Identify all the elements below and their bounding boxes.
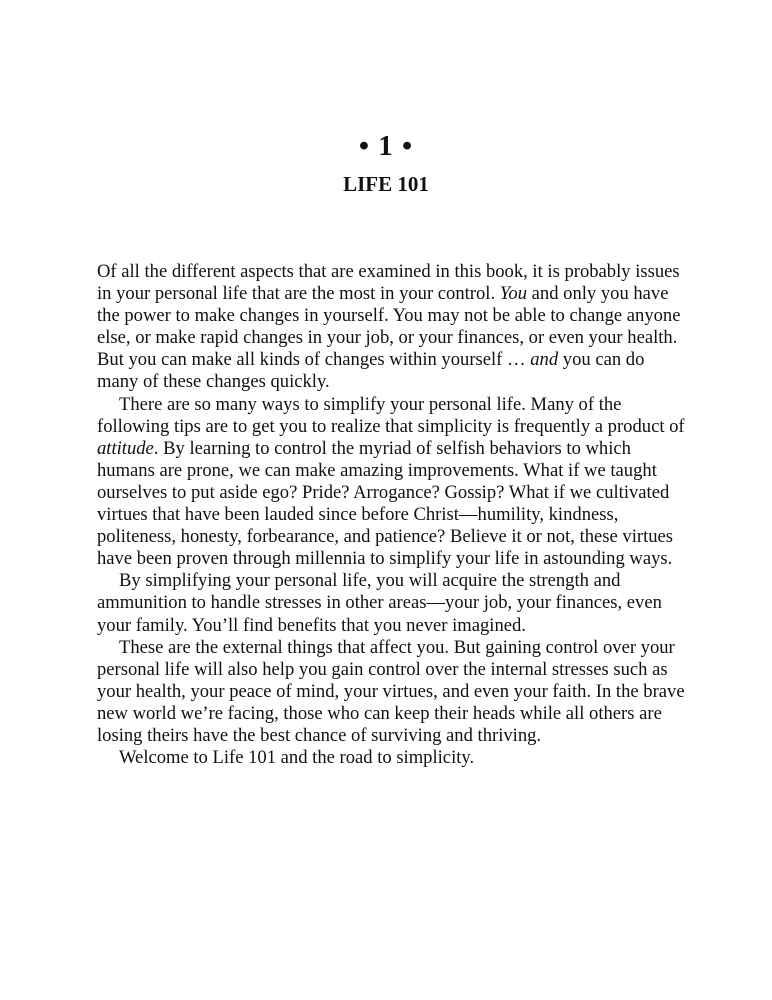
paragraph-1-text-1: Of all the different aspects that are examined in this book, it is probably issues in your personal life that are the most in your control. bbox=[97, 261, 680, 305]
paragraph-2-italic-attitude: attitude bbox=[97, 437, 154, 459]
paragraph-5 bbox=[97, 747, 687, 769]
paragraph-1 bbox=[97, 261, 687, 394]
paragraph-5-text: Welcome to Life 101 and the road to simplicity. bbox=[119, 747, 475, 769]
paragraph-2-text-1: There are so many ways to simplify your personal life. Many of the following tips are to get you to realize that simplicity is frequently a product of bbox=[97, 393, 685, 437]
paragraph-3 bbox=[97, 570, 687, 636]
paragraph-4 bbox=[97, 637, 687, 747]
paragraph-2-text-2: . By learning to control the myriad of selfish behaviors to which humans are prone, we can make amazing improvements. What if we taught ourselves to put aside ego? Pride? Arrogance? Gossip? What if we cultivated virtues that have been lauded since before Christ—humility, kindness, politeness, honesty, forbearance, and patience? Believe it or not, these virtues have been proven through millennia to simplify your life in astounding ways. bbox=[97, 437, 674, 570]
chapter-number: • 1 • bbox=[358, 130, 414, 162]
paragraph-1-text-3: you can do many of these changes quickly. bbox=[97, 349, 645, 393]
paragraph-1-text-2: and only you have the power to make changes in yourself. You may not be able to change anyone else, or make rapid changes in your job, or your finances, or even your health. But you can make all kinds of changes within yourself … bbox=[97, 283, 681, 371]
paragraph-1-italic-and: and bbox=[530, 349, 559, 371]
chapter-body bbox=[97, 261, 687, 769]
paragraph-4-text: These are the external things that affect you. But gaining control over your personal life will also help you gain control over the internal stresses such as your health, your peace of mind, your virtues, and even your faith. In the brave new world we’re facing, those who can keep their heads while all others are losing theirs have the best chance of surviving and thriving. bbox=[97, 636, 685, 746]
paragraph-1-italic-you: You bbox=[499, 283, 527, 305]
paragraph-2 bbox=[97, 394, 687, 571]
paragraph-3-text: By simplifying your personal life, you will acquire the strength and ammunition to handle stresses in other areas—your job, your finances, even your family. You’ll find benefits that you never imagined. bbox=[97, 570, 662, 636]
chapter-heading bbox=[0, 128, 772, 198]
chapter-title: LIFE 101 bbox=[343, 172, 429, 196]
